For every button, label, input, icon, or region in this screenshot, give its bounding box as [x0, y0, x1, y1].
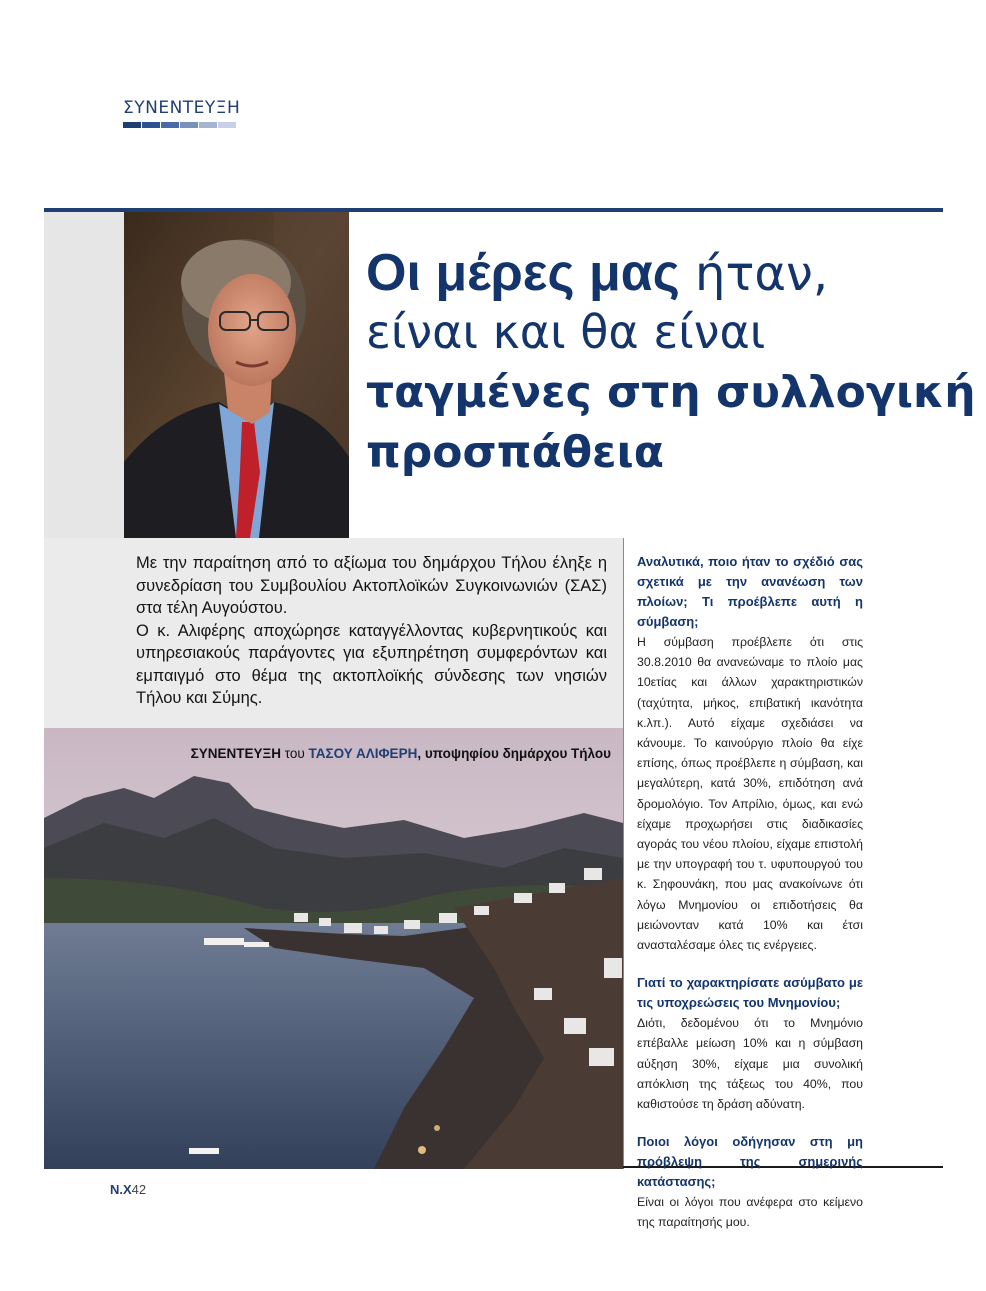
intro-paragraph: Με την παραίτηση από το αξίωμα του δημάρχου Τήλου έληξε η συνεδρίαση του Συμβουλίου Ακτοπλοϊκών Συγκοινωνιών (ΣΑΣ) στα τέλη Αυγούστου. [136, 554, 607, 617]
headline-line-4: προσπάθεια [366, 427, 664, 478]
island-photo [44, 728, 623, 1169]
bar-swatch [161, 122, 179, 128]
headline-line-1 [366, 244, 926, 303]
intro-paragraph: Ο κ. Αλιφέρης αποχώρησε καταγγέλλοντας κυβερνητικούς και υπηρεσιακούς παράγοντες για εξυπηρέτηση συμφερόντων και εμπαιγμό στο θέμα της ακτοπλοϊκής σύνδεσης των νησιών Τήλου και Σύμης. [136, 621, 607, 707]
section-color-bar [123, 122, 237, 128]
page-number: 42 [131, 1182, 147, 1197]
interview-question: Αναλυτικά, ποιο ήταν το σχέδιό σας σχετικά με την ανανέωση των πλοίων; Τι προέβλεπε αυτή η σύμβαση; [637, 554, 863, 629]
headline-bold: Οι μέρες μας [366, 244, 680, 302]
bar-swatch [180, 122, 198, 128]
interview-question: Γιατί το χαρακτηρίσατε ασύμβατο με τις υποχρεώσεις του Μνημονίου; [637, 975, 863, 1011]
left-margin-strip [44, 212, 124, 538]
column-divider [623, 538, 624, 1169]
spacer [637, 1114, 863, 1132]
page-footer [110, 1182, 146, 1197]
interviewee-portrait [124, 212, 349, 538]
intro-text [136, 552, 607, 710]
byline-suffix: , υποψηφίου δημάρχου Τήλου [417, 746, 611, 761]
interview-answer: Διότι, δεδομένου ότι το Μνημόνιο επέβαλλε μείωση 10% και η σύμβαση αύξηση 30%, είχαμε μια συνολική απόκλιση της τάξεως του 40%, που καθιστούσε τη δράση αδύνατη. [637, 1016, 863, 1112]
headline [366, 244, 976, 481]
byline-of: του [280, 746, 309, 761]
byline-name: ΤΑΣΟΥ ΑΛΙΦΕΡΗ [308, 746, 418, 761]
interview-byline [191, 746, 611, 761]
interview-answer: Είναι οι λόγοι που ανέφερα στο κείμενο της παραίτησής μου. [637, 1195, 863, 1230]
section-label: ΣΥΝΕΝΤΕΥΞΗ [123, 98, 241, 118]
spacer [637, 955, 863, 973]
bar-swatch [123, 122, 141, 128]
footer-brand: Ν.Χ [110, 1182, 132, 1197]
interview-question: Ποιοι λόγοι οδήγησαν στη μη πρόβλεψη της σημερινής κατάστασης; [637, 1134, 863, 1190]
byline-prefix: ΣΥΝΕΝΤΕΥΞΗ [190, 746, 281, 761]
headline-line-3: ταγμένες στη συλλογική [366, 367, 976, 418]
bar-swatch [218, 122, 236, 128]
interview-column [637, 552, 863, 1233]
headline-line-2: είναι και θα είναι [366, 305, 766, 359]
headline-light: ήταν, [679, 246, 829, 302]
bar-swatch [142, 122, 160, 128]
bar-swatch [199, 122, 217, 128]
interview-answer: Η σύμβαση προέβλεπε ότι στις 30.8.2010 θα ανανεώναμε το πλοίο μας 10ετίας και άλλων χαρακτηριστικών (ταχύτητα, μήκος, επιβατική ικανότητα κ.λπ.). Αυτό είχαμε σχεδιάσει να κάνουμε. Το καινούργιο πλοίο θα είχε επίσης, όπως προέβλεπε η σύμβαση, και μεγαλύτερη, κατά 30%, επιδότηση ανά δρομολόγιο. Τον Απρίλιο, όμως, και ενώ είχαμε προχωρήσει στις διαδικασίες αγοράς του νέου πλοίου, είχαμε επιστολή με την υπογραφή του τ. υφυπουργού του κ. Σηφουνάκη, που μας ανακοίνωνε ότι λόγω Μνημονίου οι επιδοτήσεις θα μειώνονταν κατά 10% και έτσι ανασταλέσαμε όλες τις ενέργειες. [637, 635, 863, 953]
